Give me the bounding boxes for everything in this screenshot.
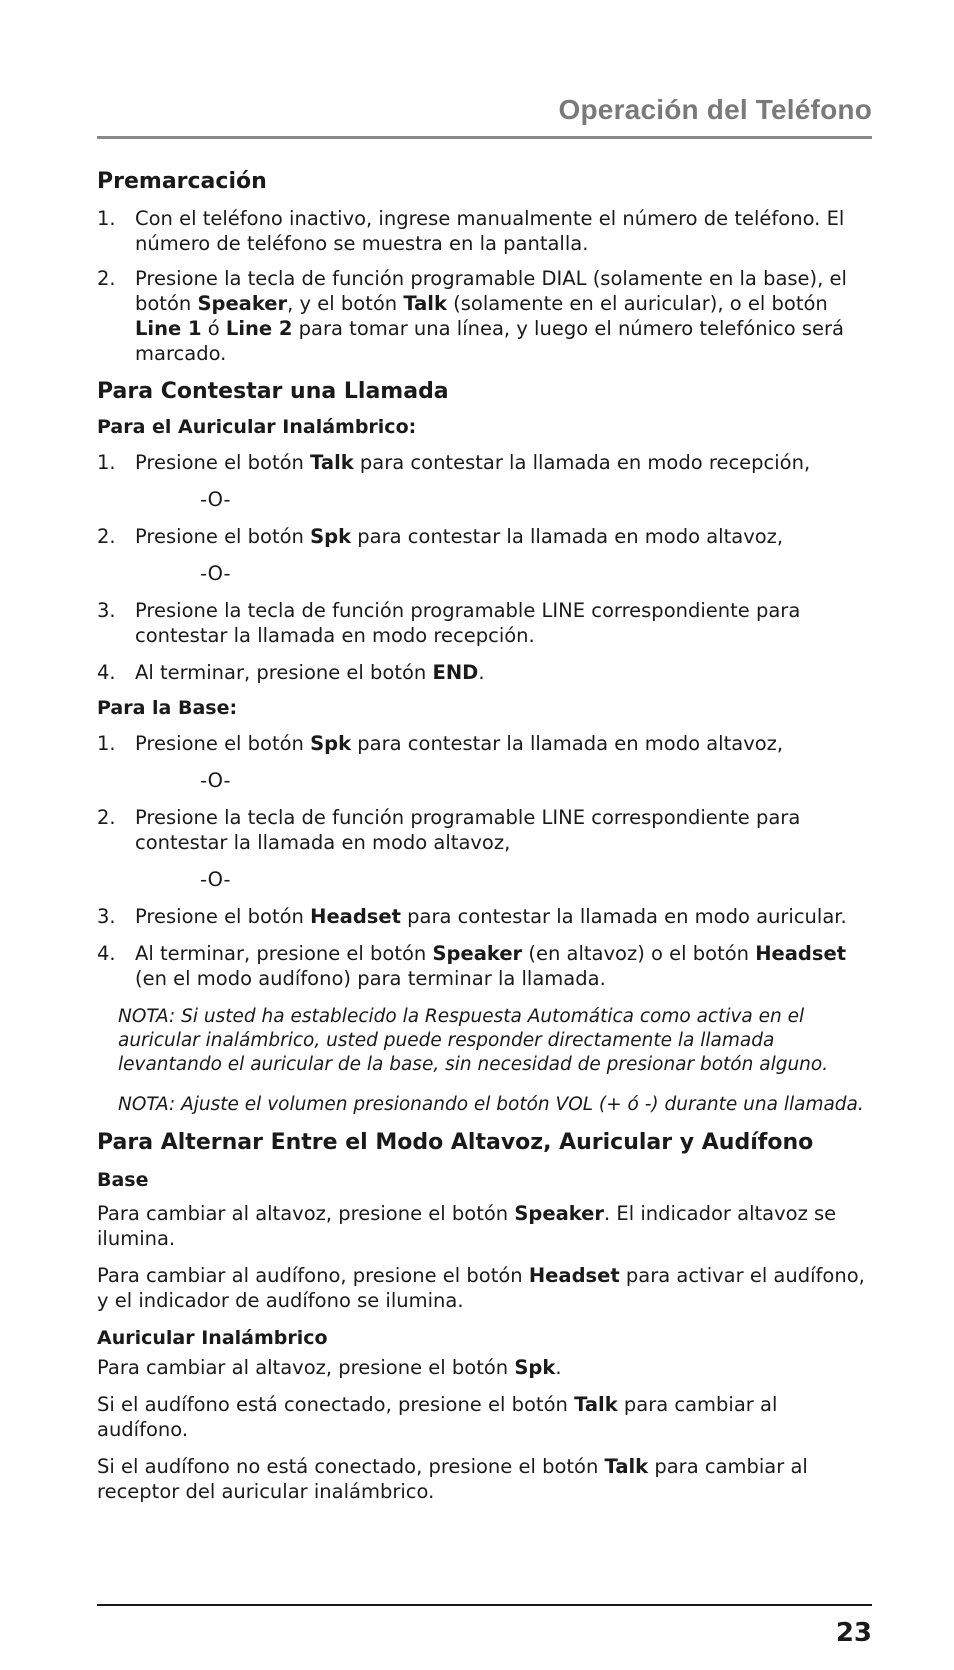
list-text: Presione el botón Spk para contestar la llamada en modo altavoz,	[135, 525, 784, 548]
list-number: 2.	[97, 806, 116, 829]
button-name: Line 2	[225, 317, 293, 340]
list-item	[97, 598, 872, 648]
list-number: 4.	[97, 661, 116, 684]
list-item	[97, 450, 872, 475]
list-number: 4.	[97, 942, 116, 965]
or-marker: -O-	[200, 488, 231, 511]
button-name: Talk	[310, 451, 354, 474]
paragraph: Para cambiar al altavoz, presione el botón Speaker. El indicador altavoz se ilumina.	[97, 1202, 837, 1250]
list-item	[97, 266, 872, 366]
paragraph: Si el audífono está conectado, presione el botón Talk para cambiar al audífono.	[97, 1393, 778, 1441]
button-name: Talk	[403, 292, 447, 315]
list-item	[97, 904, 872, 929]
note-volume: NOTA: Ajuste el volumen presionando el botón VOL (+ ó -) durante una llamada.	[118, 1094, 864, 1115]
button-name: Speaker	[514, 1202, 605, 1225]
list-text: Presione la tecla de función programable LINE correspondiente para contestar la llamada en modo recepción.	[135, 599, 801, 647]
list-item	[97, 941, 872, 991]
subsection-title-base: Base	[97, 1169, 149, 1191]
list-number: 3.	[97, 905, 116, 928]
list-item	[97, 206, 872, 256]
subsection-title-auricular: Para el Auricular Inalámbrico:	[97, 416, 417, 438]
button-name: Spk	[514, 1356, 556, 1379]
page-content	[97, 168, 872, 1504]
note-auto-answer: NOTA: Si usted ha establecido la Respuesta Automática como activa en el auricular inalámbrico, usted puede responder directamente la llamada levantando el auricular de la base, sin necesidad de presionar botón alguno.	[118, 1006, 829, 1075]
subsection-title-auricular: Auricular Inalámbrico	[97, 1327, 328, 1349]
list-text: Presione el botón Headset para contestar la llamada en modo auricular.	[135, 905, 847, 928]
list-number: 2.	[97, 525, 116, 548]
list-text: Al terminar, presione el botón Speaker (en altavoz) o el botón Headset (en el modo audífono) para terminar la llamada.	[135, 942, 847, 990]
list-item	[97, 731, 872, 756]
list-number: 2.	[97, 267, 116, 290]
list-number: 3.	[97, 599, 116, 622]
list-text: Presione el botón Spk para contestar la llamada en modo altavoz,	[135, 732, 784, 755]
list-item	[97, 660, 872, 685]
list-text: Presione la tecla de función programable DIAL (solamente en la base), el botón Speaker, y el botón Talk (solamente en el auricular), o el botón Line 1 ó Line 2 para tomar una línea, y luego el número telefónico será marcado.	[135, 267, 847, 365]
page-header-title: Operación del Teléfono	[558, 94, 872, 125]
button-name: Headset	[310, 905, 401, 928]
button-name: END	[432, 661, 479, 684]
list-number: 1.	[97, 732, 116, 755]
section-title-alternar: Para Alternar Entre el Modo Altavoz, Auricular y Audífono	[97, 1130, 814, 1155]
button-name: Talk	[574, 1393, 618, 1416]
button-name: Headset	[528, 1264, 620, 1287]
button-name: Spk	[310, 732, 352, 755]
button-name: Line 1	[135, 317, 202, 340]
header-rule	[97, 136, 872, 139]
button-name: Speaker	[197, 292, 288, 315]
list-number: 1.	[97, 451, 116, 474]
list-item	[97, 524, 872, 549]
list-number: 1.	[97, 207, 116, 230]
list-text: Con el teléfono inactivo, ingrese manualmente el número de teléfono. El número de teléfono se muestra en la pantalla.	[135, 207, 845, 255]
or-marker: -O-	[200, 868, 231, 891]
list-text: Al terminar, presione el botón END.	[135, 661, 485, 684]
paragraph: Para cambiar al audífono, presione el botón Headset para activar el audífono, y el indicador de audífono se ilumina.	[97, 1264, 865, 1312]
paragraph: Para cambiar al altavoz, presione el botón Spk.	[97, 1356, 562, 1379]
page-number: 23	[835, 1618, 872, 1648]
paragraph: Si el audífono no está conectado, presione el botón Talk para cambiar al receptor del auricular inalámbrico.	[97, 1455, 808, 1503]
button-name: Spk	[310, 525, 352, 548]
list-text: Presione el botón Talk para contestar la llamada en modo recepción,	[135, 451, 811, 474]
button-name: Speaker	[432, 942, 523, 965]
button-name: Headset	[755, 942, 847, 965]
subsection-title-base: Para la Base:	[97, 697, 238, 719]
or-marker: -O-	[200, 562, 231, 585]
section-title-contestar: Para Contestar una Llamada	[97, 379, 449, 404]
footer-rule	[97, 1604, 872, 1606]
button-name: Talk	[604, 1455, 649, 1478]
list-item	[97, 805, 872, 855]
section-title-premarcacion: Premarcación	[97, 169, 267, 194]
or-marker: -O-	[200, 769, 231, 792]
list-text: Presione la tecla de función programable LINE correspondiente para contestar la llamada en modo altavoz,	[135, 806, 801, 854]
